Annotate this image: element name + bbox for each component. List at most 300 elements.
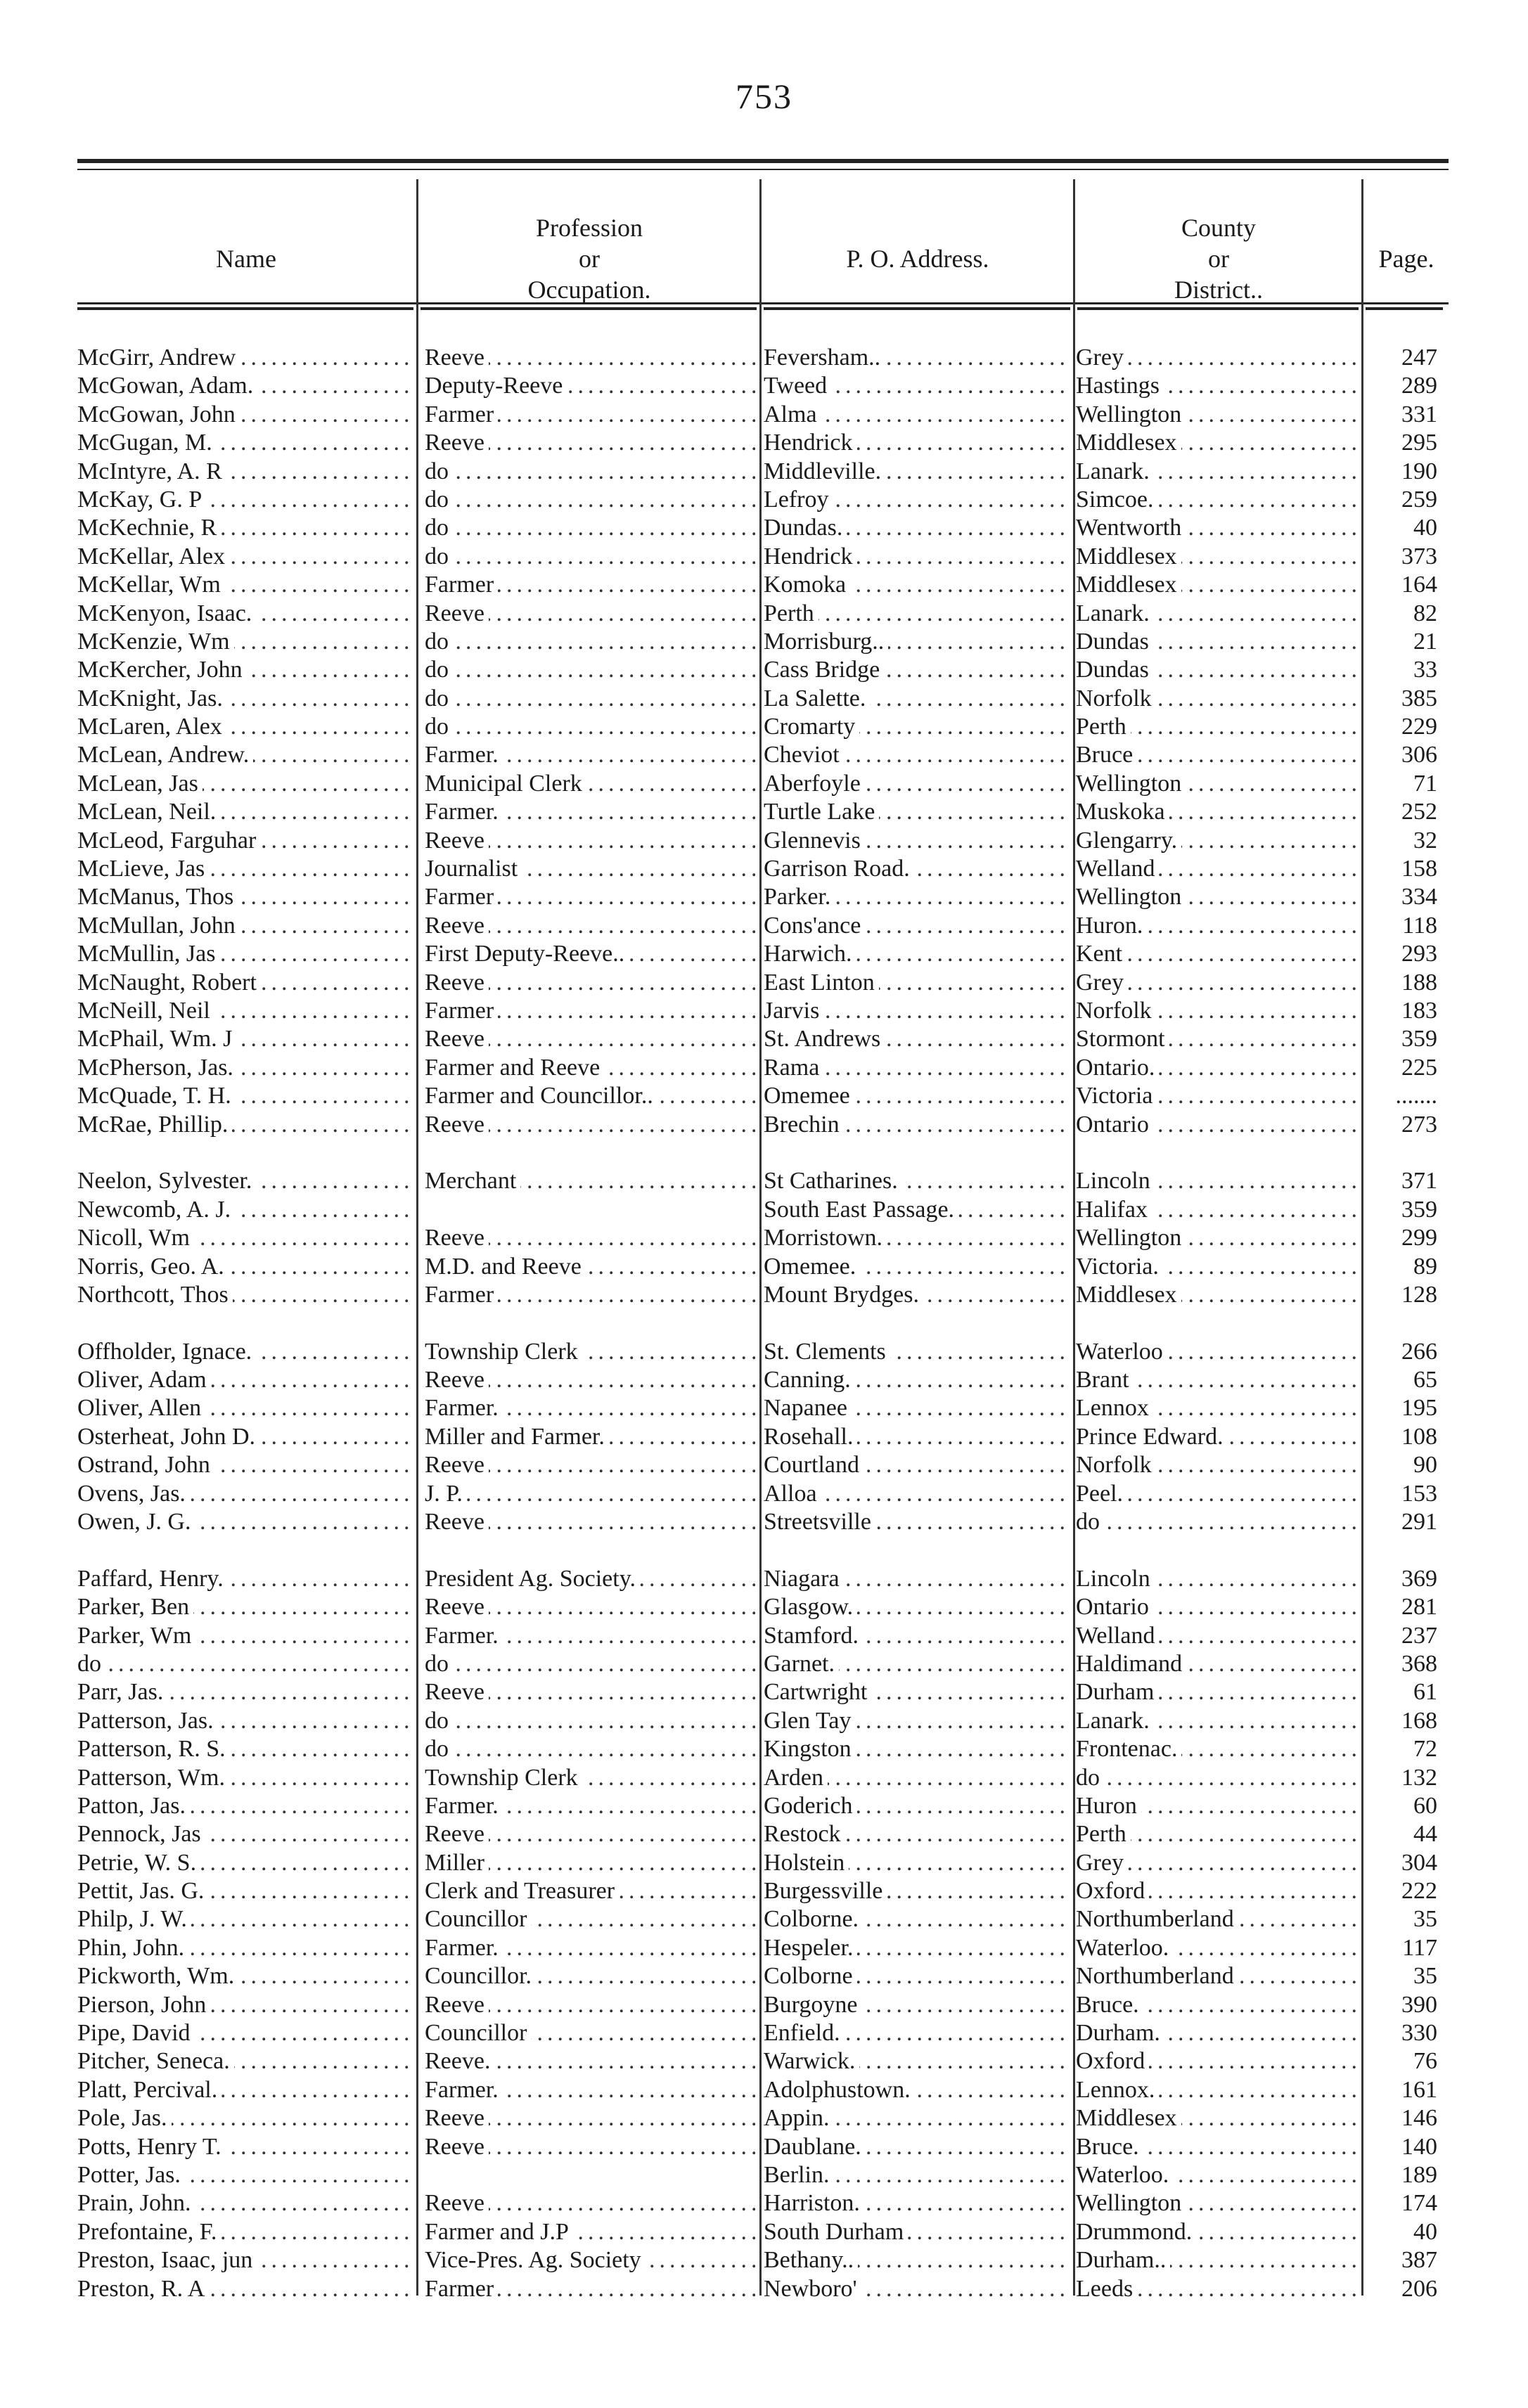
cell-county bbox=[1076, 770, 1357, 798]
page-text: 291 bbox=[1401, 1509, 1442, 1535]
cell-name bbox=[77, 2189, 415, 2217]
table-row bbox=[0, 1196, 1528, 1224]
county-text: Lennox. bbox=[1076, 2077, 1159, 2103]
address-text: Lefroy bbox=[764, 487, 833, 513]
county-text: Waterloo. bbox=[1076, 1935, 1173, 1961]
table-row bbox=[0, 2275, 1528, 2303]
name-text: Pierson, John bbox=[77, 1992, 210, 2018]
cell-page bbox=[1366, 1707, 1442, 1735]
cell-page bbox=[1366, 827, 1442, 855]
cell-name bbox=[77, 1905, 415, 1933]
table-row bbox=[0, 1025, 1528, 1053]
name-text: do bbox=[77, 1651, 105, 1677]
profession-text: President Ag. Society. bbox=[425, 1566, 640, 1592]
cell-address bbox=[764, 770, 1066, 798]
cell-profession bbox=[425, 1934, 755, 1962]
cell-name bbox=[77, 1849, 415, 1877]
cell-county bbox=[1076, 1082, 1357, 1110]
name-text: Patton, Jas. bbox=[77, 1793, 190, 1819]
page-text: 229 bbox=[1401, 714, 1442, 740]
table-row bbox=[0, 2246, 1528, 2274]
cell-county bbox=[1076, 1650, 1357, 1678]
county-text: Huron bbox=[1076, 1793, 1141, 1819]
cell-profession bbox=[425, 1905, 755, 1933]
county-text: Waterloo. bbox=[1076, 2162, 1173, 2188]
cell-page bbox=[1366, 940, 1442, 968]
cell-address bbox=[764, 571, 1066, 599]
table-row bbox=[0, 741, 1528, 769]
table-row bbox=[0, 1820, 1528, 1848]
cell-county bbox=[1076, 1905, 1357, 1933]
cell-page bbox=[1366, 741, 1442, 769]
county-text: Wellington bbox=[1076, 771, 1186, 797]
table-row bbox=[0, 2133, 1528, 2161]
cell-county bbox=[1076, 2189, 1357, 2217]
county-text: Ontario bbox=[1076, 1594, 1153, 1620]
address-text: Hendrick bbox=[764, 543, 857, 569]
name-text: Platt, Percival. bbox=[77, 2077, 222, 2103]
cell-county bbox=[1076, 1025, 1357, 1053]
page-text: 158 bbox=[1401, 856, 1442, 882]
cell-name bbox=[77, 2218, 415, 2246]
name-text: McMullin, Jas bbox=[77, 941, 219, 967]
name-text: Oliver, Allen bbox=[77, 1395, 205, 1421]
profession-text: Farmer bbox=[425, 998, 498, 1024]
address-text: Garnet. bbox=[764, 1651, 839, 1677]
cell-name bbox=[77, 912, 415, 940]
cell-page bbox=[1366, 2019, 1442, 2047]
county-text: Lennox bbox=[1076, 1395, 1153, 1421]
cell-profession bbox=[425, 912, 755, 940]
name-text: McRae, Phillip. bbox=[77, 1112, 232, 1138]
cell-address bbox=[764, 429, 1066, 457]
cell-county bbox=[1076, 514, 1357, 542]
cell-page bbox=[1366, 855, 1442, 883]
profession-text: Farmer bbox=[425, 1282, 498, 1308]
cell-profession bbox=[425, 685, 755, 713]
profession-text: Reeve bbox=[425, 1594, 489, 1620]
page-text: 304 bbox=[1401, 1850, 1442, 1876]
cell-page bbox=[1366, 1366, 1442, 1394]
table-row bbox=[0, 798, 1528, 826]
cell-county bbox=[1076, 997, 1357, 1025]
cell-county bbox=[1076, 2218, 1357, 2246]
address-text: Jarvis bbox=[764, 998, 823, 1024]
county-text: Wellington bbox=[1076, 1225, 1186, 1251]
name-text: Nicoll, Wm bbox=[77, 1225, 194, 1251]
name-text: McLean, Andrew. bbox=[77, 742, 253, 768]
cell-name bbox=[77, 2133, 415, 2161]
county-text: Bruce. bbox=[1076, 2134, 1143, 2160]
page-text: 164 bbox=[1401, 572, 1442, 598]
table-row bbox=[0, 514, 1528, 542]
table-row bbox=[0, 827, 1528, 855]
county-text: Leeds bbox=[1076, 2276, 1137, 2302]
profession-text: Farmer and J.P bbox=[425, 2219, 573, 2245]
name-text: McLean, Neil. bbox=[77, 799, 220, 825]
name-text: McKellar, Alex bbox=[77, 543, 229, 569]
profession-text: Deputy-Reeve bbox=[425, 373, 567, 399]
cell-profession bbox=[425, 741, 755, 769]
cell-page bbox=[1366, 1991, 1442, 2019]
cell-address bbox=[764, 1707, 1066, 1735]
cell-page bbox=[1366, 1622, 1442, 1650]
cell-county bbox=[1076, 1991, 1357, 2019]
table-row bbox=[0, 770, 1528, 798]
cell-name bbox=[77, 1593, 415, 1621]
cell-county bbox=[1076, 628, 1357, 656]
cell-name bbox=[77, 1735, 415, 1763]
cell-name bbox=[77, 883, 415, 911]
name-text: Pole, Jas. bbox=[77, 2105, 172, 2131]
page-number: 753 bbox=[736, 77, 792, 116]
county-text: Middlesex bbox=[1076, 572, 1181, 598]
cell-profession bbox=[425, 2161, 755, 2189]
cell-profession bbox=[425, 798, 755, 826]
cell-page bbox=[1366, 2218, 1442, 2246]
address-text: Rosehall. bbox=[764, 1424, 857, 1450]
county-text: Ontario. bbox=[1076, 1055, 1159, 1081]
address-text: Cons'ance bbox=[764, 913, 865, 939]
page-text: 247 bbox=[1401, 345, 1442, 371]
cell-name bbox=[77, 2161, 415, 2189]
address-text: Turtle Lake bbox=[764, 799, 879, 825]
county-text: Wellington bbox=[1076, 884, 1186, 910]
cell-page bbox=[1366, 969, 1442, 997]
cell-page bbox=[1366, 2133, 1442, 2161]
cell-profession bbox=[425, 1735, 755, 1763]
cell-profession bbox=[425, 1707, 755, 1735]
cell-profession bbox=[425, 2047, 755, 2075]
cell-name bbox=[77, 1877, 415, 1905]
cell-name bbox=[77, 1111, 415, 1139]
profession-text: Reeve bbox=[425, 2190, 489, 2216]
cell-county bbox=[1076, 1565, 1357, 1593]
cell-name bbox=[77, 1650, 415, 1678]
county-text: Middlesex bbox=[1076, 543, 1181, 569]
cell-name bbox=[77, 1820, 415, 1848]
cell-county bbox=[1076, 1707, 1357, 1735]
cell-profession bbox=[425, 2275, 755, 2303]
cell-page bbox=[1366, 486, 1442, 514]
cell-profession bbox=[425, 883, 755, 911]
cell-profession bbox=[425, 827, 755, 855]
page-text: 61 bbox=[1413, 1679, 1442, 1705]
cell-name bbox=[77, 969, 415, 997]
name-text: Parker, Ben bbox=[77, 1594, 193, 1620]
cell-address bbox=[764, 1962, 1066, 1990]
name-text: Newcomb, A. J. bbox=[77, 1197, 235, 1223]
profession-text: do bbox=[425, 714, 453, 740]
cell-county bbox=[1076, 2047, 1357, 2075]
cell-page bbox=[1366, 372, 1442, 400]
cell-name bbox=[77, 1082, 415, 1110]
cell-name bbox=[77, 855, 415, 883]
county-text: Welland bbox=[1076, 1623, 1159, 1649]
cell-address bbox=[764, 1224, 1066, 1252]
county-text: Brant bbox=[1076, 1367, 1134, 1393]
table-row bbox=[0, 1082, 1528, 1110]
header-address bbox=[762, 204, 1073, 313]
cell-address bbox=[764, 1905, 1066, 1933]
cell-county bbox=[1076, 1735, 1357, 1763]
cell-county bbox=[1076, 1366, 1357, 1394]
county-text: Dundas bbox=[1076, 629, 1153, 655]
cell-county bbox=[1076, 2246, 1357, 2274]
cell-profession bbox=[425, 855, 755, 883]
table-row bbox=[0, 883, 1528, 911]
profession-text: Reeve bbox=[425, 1821, 489, 1847]
name-text: McQuade, T. H. bbox=[77, 1083, 236, 1109]
cell-page bbox=[1366, 429, 1442, 457]
name-text: Prain, John. bbox=[77, 2190, 195, 2216]
address-text: Restock bbox=[764, 1821, 845, 1847]
page-text: 140 bbox=[1401, 2134, 1442, 2160]
profession-text: Vice-Pres. Ag. Society bbox=[425, 2247, 646, 2273]
cell-address bbox=[764, 401, 1066, 429]
cell-profession bbox=[425, 1366, 755, 1394]
page-text: 289 bbox=[1401, 373, 1442, 399]
cell-page bbox=[1366, 1082, 1442, 1110]
profession-text bbox=[425, 1197, 429, 1223]
county-text: Middlesex bbox=[1076, 1282, 1181, 1308]
cell-profession bbox=[425, 2189, 755, 2217]
page-text: 299 bbox=[1401, 1225, 1442, 1251]
header-address-label: P. O. Address. bbox=[846, 244, 989, 273]
profession-text: Clerk and Treasurer bbox=[425, 1878, 619, 1904]
page-text: 35 bbox=[1413, 1906, 1442, 1932]
cell-county bbox=[1076, 2076, 1357, 2104]
county-text: Durham bbox=[1076, 1679, 1158, 1705]
address-text: Dundas. bbox=[764, 515, 847, 541]
page-text: 368 bbox=[1401, 1651, 1442, 1677]
cell-name bbox=[77, 1451, 415, 1479]
cell-profession bbox=[425, 770, 755, 798]
profession-text: Reeve bbox=[425, 1992, 489, 2018]
page-text: 108 bbox=[1401, 1424, 1442, 1450]
page-text: 90 bbox=[1413, 1452, 1442, 1478]
cell-county bbox=[1076, 1196, 1357, 1224]
name-text: McKellar, Wm bbox=[77, 572, 225, 598]
address-text: Streetsville bbox=[764, 1509, 875, 1535]
address-text: Alloa bbox=[764, 1481, 821, 1507]
cell-page bbox=[1366, 685, 1442, 713]
county-text: Lanark. bbox=[1076, 1708, 1154, 1734]
header-name bbox=[77, 204, 415, 313]
address-text: Cass Bridge bbox=[764, 657, 884, 683]
table-row bbox=[0, 912, 1528, 940]
county-text: Lanark. bbox=[1076, 600, 1154, 626]
cell-county bbox=[1076, 1622, 1357, 1650]
page-text: 128 bbox=[1401, 1282, 1442, 1308]
cell-address bbox=[764, 1394, 1066, 1422]
name-text: Parker, Wm bbox=[77, 1623, 195, 1649]
table-row bbox=[0, 1735, 1528, 1763]
cell-name bbox=[77, 1565, 415, 1593]
address-text: Berlin. bbox=[764, 2162, 833, 2188]
cell-page bbox=[1366, 1423, 1442, 1451]
page-text: 118 bbox=[1402, 913, 1442, 939]
cell-county bbox=[1076, 1678, 1357, 1706]
page-text: 40 bbox=[1413, 2219, 1442, 2245]
cell-name bbox=[77, 1508, 415, 1536]
address-text: Canning. bbox=[764, 1367, 855, 1393]
name-text: McGowan, Adam. bbox=[77, 373, 257, 399]
address-text: Warwick. bbox=[764, 2048, 859, 2074]
name-text: McKnight, Jas. bbox=[77, 685, 227, 712]
cell-name bbox=[77, 741, 415, 769]
profession-text: First Deputy-Reeve.. bbox=[425, 941, 629, 967]
page-text: 371 bbox=[1401, 1168, 1442, 1194]
cell-page bbox=[1366, 656, 1442, 684]
cell-profession bbox=[425, 2133, 755, 2161]
cell-county bbox=[1076, 1877, 1357, 1905]
cell-page bbox=[1366, 2076, 1442, 2104]
page-text: 190 bbox=[1401, 458, 1442, 484]
county-text: Victoria. bbox=[1076, 1254, 1163, 1280]
cell-page bbox=[1366, 1025, 1442, 1053]
cell-county bbox=[1076, 2104, 1357, 2132]
cell-name bbox=[77, 486, 415, 514]
cell-address bbox=[764, 1934, 1066, 1962]
cell-county bbox=[1076, 969, 1357, 997]
name-text: McKenzie, Wm bbox=[77, 629, 234, 655]
cell-name bbox=[77, 1764, 415, 1792]
address-text: St Catharines. bbox=[764, 1168, 902, 1194]
table-row bbox=[0, 1934, 1528, 1962]
cell-county bbox=[1076, 741, 1357, 769]
address-text: Daublane. bbox=[764, 2134, 866, 2160]
table-row bbox=[0, 372, 1528, 400]
cell-address bbox=[764, 1423, 1066, 1451]
cell-name bbox=[77, 1792, 415, 1820]
cell-county bbox=[1076, 1508, 1357, 1536]
name-text: Pennock, Jas bbox=[77, 1821, 205, 1847]
table-row bbox=[0, 969, 1528, 997]
cell-profession bbox=[425, 969, 755, 997]
page-text: 237 bbox=[1401, 1623, 1442, 1649]
profession-text: Farmer. bbox=[425, 1935, 503, 1961]
profession-text: Reeve bbox=[425, 1225, 489, 1251]
cell-address bbox=[764, 1054, 1066, 1082]
cell-address bbox=[764, 1678, 1066, 1706]
county-text: Durham. bbox=[1076, 2020, 1164, 2046]
county-text: Stormont bbox=[1076, 1026, 1169, 1052]
county-text: Wellington bbox=[1076, 2190, 1186, 2216]
cell-profession bbox=[425, 656, 755, 684]
cell-county bbox=[1076, 458, 1357, 486]
header-underline-county bbox=[1077, 307, 1359, 310]
cell-page bbox=[1366, 997, 1442, 1025]
cell-profession bbox=[425, 344, 755, 372]
cell-county bbox=[1076, 1281, 1357, 1309]
table-row bbox=[0, 458, 1528, 486]
cell-page bbox=[1366, 514, 1442, 542]
cell-page bbox=[1366, 543, 1442, 571]
directory-table bbox=[0, 344, 1528, 2303]
cell-page bbox=[1366, 1792, 1442, 1820]
profession-text: Reeve bbox=[425, 2105, 489, 2131]
table-row bbox=[0, 1905, 1528, 1933]
profession-text: Farmer bbox=[425, 401, 498, 427]
cell-address bbox=[764, 2246, 1066, 2274]
cell-name bbox=[77, 770, 415, 798]
county-text: Muskoka bbox=[1076, 799, 1169, 825]
profession-text: do bbox=[425, 458, 453, 484]
cell-address bbox=[764, 1338, 1066, 1366]
cell-county bbox=[1076, 2161, 1357, 2189]
address-text: Feversham.. bbox=[764, 345, 885, 371]
profession-text: Journalist bbox=[425, 856, 522, 882]
address-text: Brechin bbox=[764, 1112, 844, 1138]
cell-address bbox=[764, 1735, 1066, 1763]
cell-page bbox=[1366, 1962, 1442, 1990]
cell-page bbox=[1366, 1281, 1442, 1309]
name-text: Pitcher, Seneca. bbox=[77, 2048, 234, 2074]
name-text: Phin, John. bbox=[77, 1935, 188, 1961]
cell-name bbox=[77, 372, 415, 400]
table-row bbox=[0, 2047, 1528, 2075]
cell-address bbox=[764, 1650, 1066, 1678]
cell-county bbox=[1076, 883, 1357, 911]
county-text: Bruce. bbox=[1076, 1992, 1143, 2018]
cell-name bbox=[77, 514, 415, 542]
table-row bbox=[0, 1423, 1528, 1451]
address-text: Harriston. bbox=[764, 2190, 864, 2216]
name-text: McManus, Thos bbox=[77, 884, 238, 910]
table-row bbox=[0, 656, 1528, 684]
name-text: Northcott, Thos bbox=[77, 1282, 233, 1308]
table-row bbox=[0, 1508, 1528, 1536]
name-text: Preston, Isaac, jun bbox=[77, 2247, 257, 2273]
page-text: 183 bbox=[1401, 998, 1442, 1024]
profession-text: Farmer. bbox=[425, 742, 503, 768]
cell-profession bbox=[425, 2104, 755, 2132]
cell-county bbox=[1076, 2275, 1357, 2303]
page-text: 293 bbox=[1401, 941, 1442, 967]
table-row bbox=[0, 401, 1528, 429]
header-county-line-3: District.. bbox=[1174, 275, 1263, 304]
cell-page bbox=[1366, 2047, 1442, 2075]
cell-page bbox=[1366, 2189, 1442, 2217]
cell-address bbox=[764, 2047, 1066, 2075]
profession-text: Reeve bbox=[425, 1679, 489, 1705]
cell-name bbox=[77, 1622, 415, 1650]
cell-page bbox=[1366, 1054, 1442, 1082]
name-text: Petrie, W. S. bbox=[77, 1850, 200, 1876]
profession-text: Farmer. bbox=[425, 1395, 503, 1421]
profession-text: do bbox=[425, 543, 453, 569]
header-profession bbox=[419, 204, 759, 313]
cell-address bbox=[764, 514, 1066, 542]
profession-text: Reeve bbox=[425, 970, 489, 996]
name-text: McIntyre, A. R bbox=[77, 458, 226, 484]
county-text: Norfolk bbox=[1076, 1452, 1156, 1478]
cell-page bbox=[1366, 1253, 1442, 1281]
table-row bbox=[0, 1849, 1528, 1877]
header-profession-line-1: Profession bbox=[536, 213, 643, 242]
profession-text: Merchant bbox=[425, 1168, 520, 1194]
county-text: Dundas bbox=[1076, 657, 1153, 683]
cell-name bbox=[77, 1480, 415, 1508]
cell-profession bbox=[425, 713, 755, 741]
cell-profession bbox=[425, 486, 755, 514]
cell-address bbox=[764, 1451, 1066, 1479]
cell-profession bbox=[425, 1253, 755, 1281]
address-text: Newboro' bbox=[764, 2276, 861, 2302]
address-text: Tweed bbox=[764, 373, 831, 399]
cell-profession bbox=[425, 1849, 755, 1877]
